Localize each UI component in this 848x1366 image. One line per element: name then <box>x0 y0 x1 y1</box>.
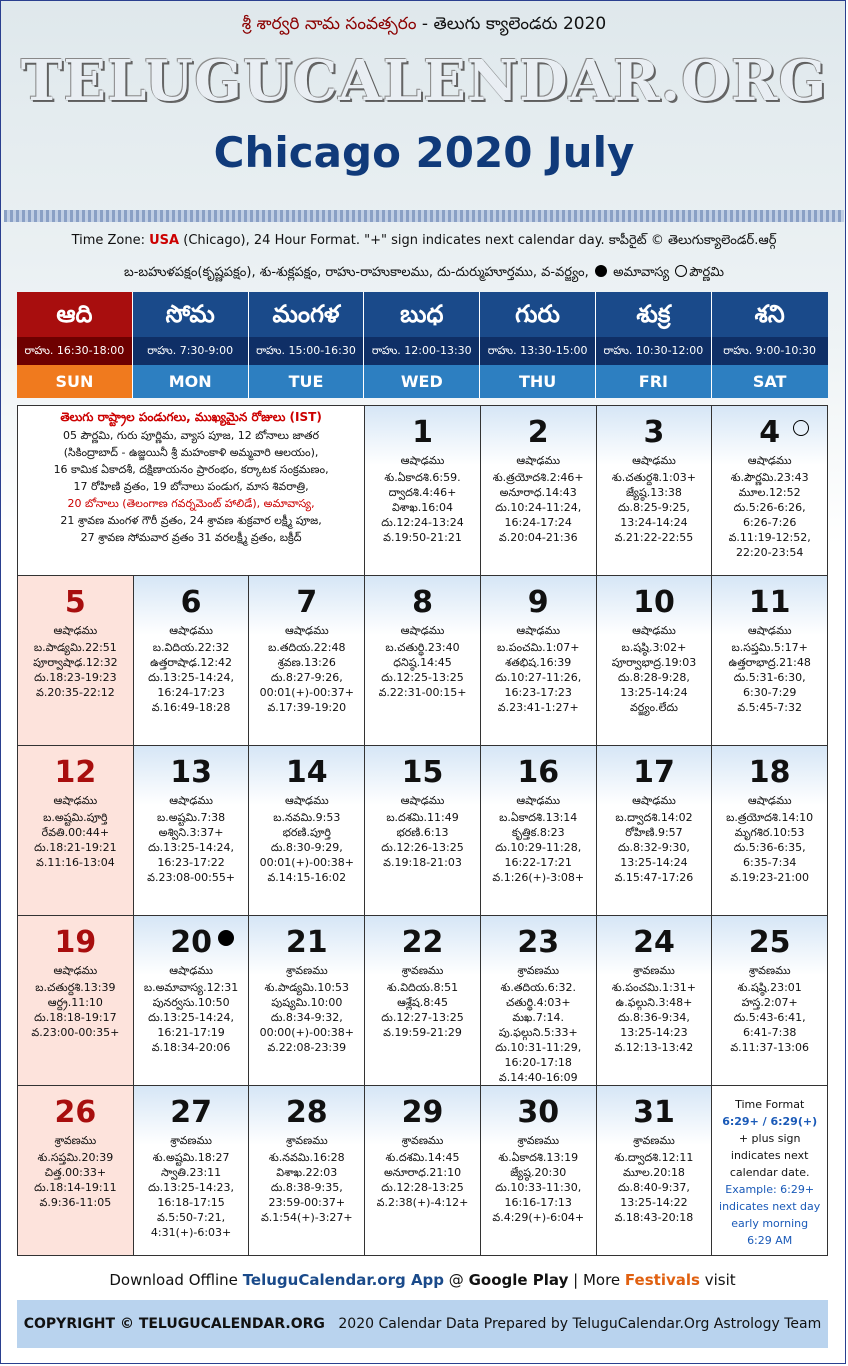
panchang-line: ద్వాదశి.4:46+ <box>388 486 457 499</box>
panchang-line: బ.పంచమి.1:07+ <box>496 641 580 654</box>
day-cell <box>481 406 597 576</box>
panchang-line: ఉ.ఫల్గుని.3:48+ <box>615 996 693 1009</box>
panchang-line: దు.10:31-11:29, <box>495 1041 582 1054</box>
panchang-line: 00:00(+)-00:38+ <box>259 1026 354 1039</box>
panchang-line: శు.పాడ్యమి.10:53 <box>264 981 350 994</box>
panchang-line: బ.ఏకాదశి.13:14 <box>499 811 578 824</box>
lunar-month: ఆషాఢము <box>632 624 676 637</box>
panchang-line: బ.ద్వాదశి.14:02 <box>615 811 693 824</box>
panchang-line: దు.12:27-13:25 <box>381 1011 464 1024</box>
date-number: 7 <box>296 585 318 620</box>
lunar-month: శ్రావణము <box>517 1134 560 1147</box>
panchang-line: స్వాతి.23:11 <box>160 1166 222 1179</box>
panchang-line: శు.సప్తమి.20:39 <box>37 1151 114 1164</box>
date-number: 12 <box>54 755 97 790</box>
panchang-line: దు.8:32-9:30, <box>617 841 690 854</box>
panchang-line: అనూరాధ.21:10 <box>383 1166 462 1179</box>
panchang-line: వ.19:59-21:29 <box>383 1026 462 1039</box>
panchang-line: శతభిష.16:39 <box>505 656 572 669</box>
panchang-line: వ.22:31-00:15+ <box>378 686 467 699</box>
panchang-line: వ.12:13-13:42 <box>614 1041 694 1054</box>
date-number: 21 <box>285 925 328 960</box>
full-moon-icon <box>675 265 687 277</box>
lunar-month: ఆషాఢము <box>400 624 445 637</box>
day-cell <box>481 576 597 746</box>
panchang-line: దు.10:29-11:28, <box>495 841 582 854</box>
date-number: 17 <box>633 755 675 790</box>
date-number: 3 <box>643 415 665 450</box>
festival-line: 17 రోహిణి వ్రతం, 19 బోనాలు పండుగ, మాస శివరాత్రి, <box>73 480 309 493</box>
panchang-line: దు.5:36-6:35, <box>733 841 806 854</box>
week-row <box>18 916 828 1086</box>
panchang-line: దు.18:23-19:23 <box>34 671 117 684</box>
panchang-line: మృగశిర.10:53 <box>734 826 805 839</box>
panchang-line: వ.1:26(+)-3:08+ <box>492 871 585 884</box>
lunar-month: ఆషాఢము <box>632 454 676 467</box>
panchang-line: ధనిష్ఠ.14:45 <box>393 656 452 669</box>
panchang-line: వ.11:37-13:06 <box>730 1041 810 1054</box>
lunar-month: ఆషాఢము <box>747 454 792 467</box>
panchang-line: ఉత్తరాషాఢ.12:42 <box>150 656 233 669</box>
date-number: 11 <box>748 585 791 620</box>
panchang-line: అనూరాధ.14:43 <box>499 486 577 499</box>
panchang-line: దు.10:24-11:24, <box>495 501 582 514</box>
panchang-line: వ.23:41-1:27+ <box>497 701 579 714</box>
date-number: 15 <box>401 755 444 790</box>
panchang-line: హస్త.2:07+ <box>741 996 798 1009</box>
panchang-line: 16:16-17:13 <box>504 1196 572 1209</box>
lunar-month: ఆషాఢము <box>169 794 213 807</box>
lunar-month: ఆషాఢము <box>747 794 792 807</box>
panchang-line: దు.8:25-9:25, <box>617 501 690 514</box>
panchang-line: 4:31(+)-6:03+ <box>150 1226 232 1239</box>
date-number: 28 <box>285 1095 328 1130</box>
week-row <box>18 406 828 576</box>
date-number: 18 <box>748 755 791 790</box>
date-number: 29 <box>401 1095 444 1130</box>
date-number: 19 <box>54 925 97 960</box>
lunar-month: శ్రావణము <box>633 964 675 977</box>
panchang-line: దు.12:26-13:25 <box>381 841 464 854</box>
panchang-line: దు.13:25-14:23, <box>148 1181 235 1194</box>
day-cell <box>481 916 597 1086</box>
panchang-line: 00:01(+)-00:37+ <box>259 686 354 699</box>
panchang-line: శు.షష్ఠి.23:01 <box>737 981 802 994</box>
panchang-line: వ.2:38(+)-4:12+ <box>376 1196 469 1209</box>
panchang-line: 6:26-7:26 <box>742 516 797 529</box>
country-label: USA <box>149 233 180 248</box>
date-number: 6 <box>180 585 202 620</box>
day-cell <box>712 746 828 916</box>
panchang-line: 16:18-17:15 <box>157 1196 225 1209</box>
panchang-line: 13:24-14:24 <box>620 516 688 529</box>
panchang-line: వర్జ్యం.లేదు <box>629 701 678 714</box>
panchang-line: వ.1:54(+)-3:27+ <box>260 1211 353 1224</box>
date-number: 16 <box>517 755 560 790</box>
panchang-line: మూల.12:52 <box>738 486 801 499</box>
festival-line: 16 కామిక ఏకాదశీ, దక్షిణాయనం ప్రారంభం, కర్కాటక సంక్రమణం, <box>53 463 329 476</box>
panchang-line: రోహిణి.9:57 <box>625 826 683 839</box>
date-number: 20 <box>170 925 212 960</box>
panchang-line: భరణి.పూర్తి <box>282 826 331 839</box>
panchang-line: 16:24-17:23 <box>157 686 225 699</box>
panchang-line: బ.పాడ్యమి.22:51 <box>33 641 117 654</box>
panchang-line: రేవతి.00:44+ <box>41 826 110 839</box>
lunar-month: శ్రావణము <box>401 1134 444 1147</box>
calendar-grid <box>17 292 828 1256</box>
panchang-line: 00:01(+)-00:38+ <box>259 856 354 869</box>
panchang-line: వ.5:50-7:21, <box>156 1211 226 1224</box>
panchang-line: వ.19:23-21:00 <box>730 871 810 884</box>
panchang-line: శు.ఏకాదశి.6:59. <box>384 471 461 484</box>
panchang-line: బ.చతుర్థి.23:40 <box>385 641 460 654</box>
calendar-year-title: తెలుగు క్యాలెండరు 2020 <box>433 14 607 34</box>
festival-line: 21 శ్రావణ మంగళ గౌరీ వ్రతం, 24 శ్రావణ శుక్రవార లక్ష్మీ పూజ, <box>60 514 322 527</box>
panchang-line: దు.8:38-9:35, <box>270 1181 343 1194</box>
panchang-line: బ.త్రయోదశి.14:10 <box>726 811 814 824</box>
day-cell <box>249 916 365 1086</box>
panchang-line: దు.13:25-14:24, <box>148 671 235 684</box>
panchang-line: దు.5:43-6:41, <box>733 1011 806 1024</box>
panchang-line: 16:23-17:23 <box>504 686 572 699</box>
date-number: 24 <box>633 925 675 960</box>
panchang-line: మూల.20:18 <box>622 1166 685 1179</box>
lunar-month: ఆషాఢము <box>53 964 98 977</box>
lunar-month: శ్రావణము <box>285 964 328 977</box>
lunar-month: శ్రావణము <box>748 964 791 977</box>
panchang-line: 16:22-17:21 <box>504 856 572 869</box>
lunar-month: ఆషాఢము <box>284 624 329 637</box>
panchang-line: శు.ఏకాదశి.13:19 <box>498 1151 579 1164</box>
panchang-line: శు.విదియ.8:51 <box>386 981 459 994</box>
panchang-line: 13:25-14:23 <box>620 1026 688 1039</box>
day-cell <box>712 916 828 1086</box>
day-cell <box>134 746 250 916</box>
download-banner: Download Offline TeluguCalendar.org App @ Google Play | More Festivals visit <box>17 1265 828 1295</box>
lunar-month: ఆషాఢము <box>400 794 445 807</box>
panchang-line: కృత్తిక.8:23 <box>511 826 565 839</box>
panchang-line: దు.12:28-13:25 <box>381 1181 464 1194</box>
panchang-line: 16:20-17:18 <box>504 1056 572 1069</box>
festival-line: 27 శ్రావణ సోమవార వ్రతం 31 వరలక్ష్మీ వ్రతం, బక్రీద్ <box>80 531 302 544</box>
panchang-line: పు.ఫల్గుని.5:33+ <box>498 1026 578 1039</box>
panchang-line: శు.త్రయోదశి.2:46+ <box>492 471 584 484</box>
panchang-line: శు.పంచమి.1:31+ <box>611 981 697 994</box>
day-cell <box>481 746 597 916</box>
day-cell <box>249 746 365 916</box>
panchang-line: 16:21-17:19 <box>157 1026 225 1039</box>
panchang-line: శు.చతుర్దశి.1:03+ <box>611 471 696 484</box>
weekday-header-wed: బుధ రాహు. 12:00-13:30 WED <box>364 292 480 398</box>
panchang-line: దు.13:25-14:24, <box>148 1011 235 1024</box>
samvatsaram-name: శ్రీ శార్వరి నామ సంవత్సరం <box>241 14 417 34</box>
lunar-month: ఆషాఢము <box>516 794 561 807</box>
day-cell <box>365 576 481 746</box>
copyright-bar <box>17 1300 828 1348</box>
panchang-line: చిత్త.00:33+ <box>44 1166 107 1179</box>
day-cell <box>597 746 713 916</box>
panchang-line: పునర్వసు.10:50 <box>152 996 230 1009</box>
panchang-line: దు.8:34-9:32, <box>270 1011 343 1024</box>
panchang-line: శు.పౌర్ణమి.23:43 <box>730 471 809 484</box>
panchang-line: వ.18:43-20:18 <box>614 1211 694 1224</box>
panchang-line: వ.22:08-23:39 <box>267 1041 347 1054</box>
copyright-text: COPYRIGHT © TELUGUCALENDAR.ORG <box>23 1316 325 1332</box>
day-cell <box>597 1086 713 1256</box>
panchang-line: వ.16:49-18:28 <box>151 701 231 714</box>
day-cell <box>597 916 713 1086</box>
date-number: 5 <box>64 585 86 620</box>
panchang-line: వ.14:15-16:02 <box>267 871 347 884</box>
panchang-line: మఖ.7:14. <box>512 1011 565 1024</box>
date-number: 30 <box>517 1095 560 1130</box>
festival-line: (సికింద్రాబాద్ - ఉజ్జయినీ శ్రీ మహంకాళి అమ్మవారి ఆలయం), <box>63 446 319 459</box>
panchang-line: దు.8:30-9:29, <box>270 841 343 854</box>
panchang-line: బ.అష్టమి.పూర్తి <box>43 811 108 824</box>
panchang-line: వ.19:18-21:03 <box>383 856 462 869</box>
date-number: 13 <box>170 755 212 790</box>
festivals-title: తెలుగు రాష్ట్రాల పండుగలు, ముఖ్యమైన రోజులు (IST) <box>60 410 322 424</box>
panchang-line: వ.5:45-7:32 <box>737 701 803 714</box>
lunar-month: ఆషాఢము <box>284 794 329 807</box>
ornament-divider <box>4 210 844 222</box>
day-cell <box>249 1086 365 1256</box>
app-link[interactable]: TeluguCalendar.org App <box>242 1271 445 1289</box>
weekday-header-sun: ఆది రాహు. 16:30-18:00 SUN <box>17 292 133 398</box>
weekday-header-sat: శని రాహు. 9:00-10:30 SAT <box>712 292 828 398</box>
day-cell <box>597 576 713 746</box>
panchang-line: బ.తదియ.22:48 <box>268 641 346 654</box>
panchang-line: దు.5:31-6:30, <box>733 671 806 684</box>
lunar-month: ఆషాఢము <box>53 624 98 637</box>
day-cell <box>712 576 828 746</box>
date-number: 4 <box>759 415 781 450</box>
weekday-header-fri: శుక్ర రాహు. 10:30-12:00 FRI <box>596 292 712 398</box>
panchang-line: వ.23:08-00:55+ <box>147 871 236 884</box>
festival-line: 05 పౌర్ణమి, గురు పూర్ణిమ, వ్యాస పూజ, 12 బోనాలు జాతర <box>63 429 320 442</box>
weekday-header-row <box>17 292 828 398</box>
lunar-month: శ్రావణము <box>517 964 560 977</box>
panchang-line: బ.నవమి.9:53 <box>273 811 341 824</box>
day-cell <box>597 406 713 576</box>
lunar-month: శ్రావణము <box>285 1134 328 1147</box>
date-number: 25 <box>748 925 791 960</box>
panchang-line: ఆర్ద్ర.11:10 <box>47 996 103 1009</box>
panchang-line: విశాఖ.16:04 <box>391 501 454 514</box>
new-moon-icon <box>595 265 607 277</box>
prepared-by-text: 2020 Calendar Data Prepared by TeluguCalendar.Org Astrology Team <box>338 1316 822 1332</box>
panchang-line: దు.8:28-9:28, <box>617 671 690 684</box>
panchang-line: బ.సప్తమి.5:17+ <box>731 641 808 654</box>
lunar-month: ఆషాఢము <box>53 794 98 807</box>
date-number: 9 <box>527 585 549 620</box>
panchang-line: శు.అష్టమి.18:27 <box>152 1151 230 1164</box>
panchang-line: వ.9:36-11:05 <box>39 1196 112 1209</box>
year-heading: శ్రీ శార్వరి నామ సంవత్సరం - తెలుగు క్యాలెండరు 2020 <box>241 14 607 34</box>
panchang-line: వ.20:04-21:36 <box>498 531 578 544</box>
panchang-line: బ.అమావాస్య.12:31 <box>143 981 239 994</box>
panchang-line: వ.21:22-22:55 <box>614 531 694 544</box>
panchang-line: శ్రవణ.13:26 <box>277 656 336 669</box>
day-cell <box>365 916 481 1086</box>
weekday-header-mon: సోమ రాహు. 7:30-9:00 MON <box>133 292 249 398</box>
weeks-container <box>17 405 828 1256</box>
panchang-line: వ.23:00-00:35+ <box>31 1026 120 1039</box>
lunar-month: ఆషాఢము <box>747 624 792 637</box>
date-number: 31 <box>633 1095 675 1130</box>
panchang-line: బ.చతుర్దశి.13:39 <box>35 981 116 994</box>
panchang-line: దు.12:25-13:25 <box>381 671 464 684</box>
lunar-month: శ్రావణము <box>633 1134 675 1147</box>
panchang-line: వ.11:19-12:52, <box>728 531 811 544</box>
panchang-line: వ.17:39-19:20 <box>267 701 347 714</box>
panchang-line: దు.10:33-11:30, <box>495 1181 582 1194</box>
panchang-line: జ్యేష్ఠ.20:30 <box>510 1166 567 1179</box>
panchang-line: దు.18:14-19:11 <box>34 1181 117 1194</box>
lunar-month: శ్రావణము <box>54 1134 97 1147</box>
panchang-line: వ.11:16-13:04 <box>36 856 115 869</box>
panchang-line: దు.5:26-6:26, <box>733 501 806 514</box>
panchang-line: బ.దశమి.11:49 <box>386 811 459 824</box>
panchang-line: దు.10:27-11:26, <box>495 671 582 684</box>
day-cell <box>18 576 134 746</box>
panchang-line: చతుర్థి.4:03+ <box>505 996 571 1009</box>
day-cell <box>365 746 481 916</box>
panchang-line: శు.నవమి.16:28 <box>268 1151 345 1164</box>
day-cell <box>365 406 481 576</box>
panchang-line: వ.20:35-22:12 <box>36 686 115 699</box>
panchang-line: వ.18:34-20:06 <box>151 1041 231 1054</box>
date-number: 2 <box>527 415 549 450</box>
time-format-note: Time Format 6:29+ / 6:29(+) + plus sign indicates next calendar date. Example: 6:29+ indicates next day early morning 6:29 AM <box>712 1086 828 1256</box>
panchang-line: దు.8:36-9:34, <box>617 1011 690 1024</box>
day-cell <box>712 406 828 576</box>
lunar-month: శ్రావణము <box>401 964 444 977</box>
day-cell <box>134 1086 250 1256</box>
date-number: 22 <box>401 925 444 960</box>
panchang-line: దు.8:27-9:26, <box>270 671 343 684</box>
lunar-month: ఆషాఢము <box>632 794 676 807</box>
panchang-line: వ.19:50-21:21 <box>383 531 462 544</box>
panchang-line: 16:24-17:24 <box>504 516 572 529</box>
date-number: 23 <box>517 925 560 960</box>
day-cell <box>18 746 134 916</box>
lunar-month: శ్రావణము <box>170 1134 212 1147</box>
panchang-line: బ.షష్ఠి.3:02+ <box>621 641 687 654</box>
day-cell <box>481 1086 597 1256</box>
panchang-line: శు.తదియ.6:32. <box>500 981 576 994</box>
panchang-line: 6:30-7:29 <box>742 686 797 699</box>
week-row <box>18 576 828 746</box>
panchang-line: విశాఖ.22:03 <box>276 1166 338 1179</box>
festival-line: 20 బోనాలు (తెలంగాణ గవర్నమెంట్ హాలిడే), అమావాస్య, <box>67 497 315 510</box>
panchang-line: భరణి.6:13 <box>396 826 449 839</box>
day-cell <box>18 1086 134 1256</box>
day-cell <box>134 576 250 746</box>
full-moon-icon <box>793 420 809 436</box>
panchang-line: 13:25-14:24 <box>620 856 688 869</box>
festivals-panel <box>18 406 365 576</box>
panchang-line: 13:25-14:24 <box>620 686 688 699</box>
week-row <box>18 1086 828 1256</box>
panchang-line: 6:41-7:38 <box>742 1026 797 1039</box>
lunar-month: ఆషాఢము <box>169 964 213 977</box>
panchang-line: దు.12:24-13:24 <box>381 516 464 529</box>
panchang-line: 16:23-17:22 <box>157 856 225 869</box>
panchang-line: దు.13:25-14:24, <box>148 841 235 854</box>
panchang-line: అశ్విని.3:37+ <box>158 826 224 839</box>
panchang-line: ఉత్తరాభాద్ర.21:48 <box>728 656 811 669</box>
weekday-header-tue: మంగళ రాహు. 15:00-16:30 TUE <box>249 292 365 398</box>
panchang-line: వ.15:47-17:26 <box>614 871 694 884</box>
date-number: 10 <box>633 585 675 620</box>
panchang-line: వ.4:29(+)-6:04+ <box>492 1211 585 1224</box>
panchang-line: దు.18:21-19:21 <box>34 841 117 854</box>
google-play-link[interactable]: Google Play <box>468 1271 569 1289</box>
panchang-line: జ్యేష్ఠ.13:38 <box>625 486 682 499</box>
date-number: 8 <box>412 585 433 620</box>
panchang-line: దు.18:18-19:17 <box>34 1011 117 1024</box>
panchang-line: పూర్వాషాఢ.12:32 <box>33 656 118 669</box>
date-number: 14 <box>285 755 328 790</box>
week-row <box>18 746 828 916</box>
lunar-month: ఆషాఢము <box>516 454 561 467</box>
panchang-line: 23:59-00:37+ <box>268 1196 346 1209</box>
panchang-line: బ.అష్టమి.7:38 <box>156 811 226 824</box>
panchang-line: ఆశ్లేష.8:45 <box>397 996 448 1009</box>
timezone-note: Time Zone: USA (Chicago), 24 Hour Format. "+" sign indicates next calendar day. కాపీరైట్ © తెలుగుక్యాలెండర్.ఆర్గ్ <box>71 233 777 248</box>
panchang-line: 13:25-14:22 <box>620 1196 688 1209</box>
lunar-month: ఆషాఢము <box>169 624 213 637</box>
site-logo: TELUGUCALENDAR.ORG <box>20 48 828 114</box>
date-number: 27 <box>170 1095 212 1130</box>
lunar-month: ఆషాఢము <box>516 624 561 637</box>
festivals-link-label[interactable]: Festivals <box>624 1271 700 1289</box>
day-cell <box>134 916 250 1086</box>
panchang-line: శు.దశమి.14:45 <box>385 1151 460 1164</box>
panchang-line: వ.14:40-16:09 <box>498 1071 578 1084</box>
panchang-line: 6:35-7:34 <box>742 856 797 869</box>
panchang-line: పుష్యమి.10:00 <box>271 996 343 1009</box>
date-number: 26 <box>54 1095 97 1130</box>
day-cell <box>18 916 134 1086</box>
panchang-line: దు.8:40-9:37, <box>617 1181 690 1194</box>
weekday-header-thu: గురు రాహు. 13:30-15:00 THU <box>480 292 596 398</box>
day-cell <box>365 1086 481 1256</box>
page-title: Chicago 2020 July <box>213 128 635 177</box>
panchang-line: శు.ద్వాదశి.12:11 <box>614 1151 694 1164</box>
panchang-line: పూర్వాభాద్ర.19:03 <box>611 656 697 669</box>
date-number: 1 <box>412 415 433 450</box>
panchang-line: బ.విదియ.22:32 <box>152 641 230 654</box>
panchang-line: 22:20-23:54 <box>735 546 804 559</box>
abbreviation-legend: బ-బహుళపక్షం(కృష్ణపక్షం), శు-శుక్లపక్షం, రాహు-రాహుకాలము, దు-దుర్ముహూర్తము, వ-వర్జ్యం, అమావాస్య పౌర్ణమి <box>123 265 724 280</box>
day-cell <box>249 576 365 746</box>
lunar-month: ఆషాఢము <box>400 454 445 467</box>
